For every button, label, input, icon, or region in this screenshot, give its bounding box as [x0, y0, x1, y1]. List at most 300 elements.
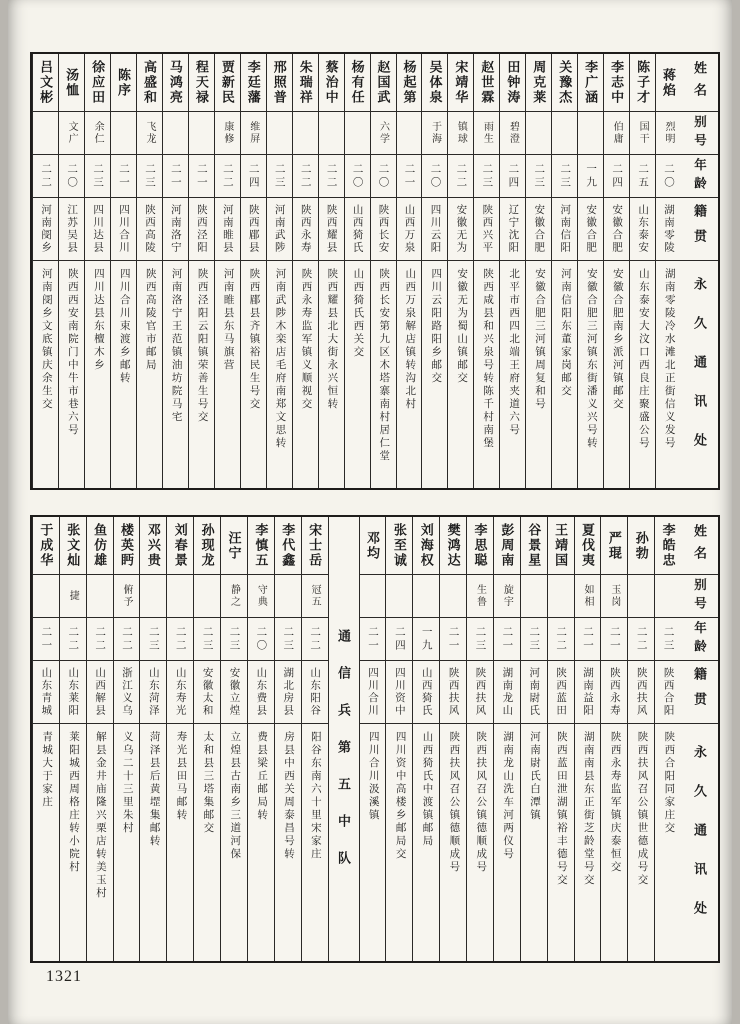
person-address: 寿光县田马邮转 [175, 731, 187, 822]
person-native: 山东莱阳 [60, 661, 86, 724]
person-address: 义乌二十三里朱村 [121, 731, 133, 835]
person-address: 陕西合阳同家庄交 [663, 731, 675, 835]
person-alias: 余仁 [85, 112, 110, 155]
person-column [396, 54, 422, 488]
person-alias [189, 112, 214, 155]
person-native: 陕西耀县 [319, 198, 344, 261]
person-native: 山东费县 [248, 661, 274, 724]
person-native: 陕西兴平 [474, 198, 499, 261]
person-column [447, 54, 473, 488]
person-address: 河南阌乡文底镇庆余生交 [40, 268, 52, 411]
person-column [547, 517, 574, 961]
person-name: 李志中 [604, 54, 629, 112]
person-native: 陕西郿县 [241, 198, 266, 261]
person-address: 北平市西四北端王府夹道六号 [508, 268, 520, 437]
person-address: 陕西扶风召公镇德顺成号 [475, 731, 487, 874]
header-address-label: 永久通讯处 [692, 277, 707, 472]
person-native: 四川合川 [111, 198, 136, 261]
person-address: 河南尉氏白潭镇 [528, 731, 540, 822]
person-name: 高盛和 [137, 54, 162, 112]
person-address: 山西猗氏中渡镇邮局 [421, 731, 433, 848]
person-name: 陈序 [111, 54, 136, 112]
person-native: 山东阳谷 [302, 661, 328, 724]
person-address: 安徽无为蜀山镇邮交 [456, 268, 468, 385]
person-age: 二〇 [345, 155, 370, 198]
header-column [681, 517, 718, 961]
person-age: 二三 [267, 155, 292, 198]
person-column [629, 54, 655, 488]
person-alias [293, 112, 318, 155]
person-column [370, 54, 396, 488]
person-age: 二三 [467, 618, 493, 661]
person-address: 莱阳城西周格庄转小院村 [67, 731, 79, 874]
person-age: 二三 [526, 155, 551, 198]
person-native: 山西猗氏 [413, 661, 439, 724]
person-alias: 生鲁 [467, 575, 493, 618]
person-age: 二一 [601, 618, 627, 661]
person-age: 二二 [60, 618, 86, 661]
roster-table-top [30, 52, 720, 490]
person-age: 二二 [215, 155, 240, 198]
person-alias [360, 575, 386, 618]
person-age: 一九 [578, 155, 603, 198]
person-name: 蒋焰 [656, 54, 681, 112]
person-age: 二四 [386, 618, 412, 661]
person-native: 陕西扶风 [467, 661, 493, 724]
person-column [86, 517, 113, 961]
person-native: 山西解县 [87, 661, 113, 724]
person-name: 赵国武 [371, 54, 396, 112]
person-column [166, 517, 193, 961]
person-age: 二四 [241, 155, 266, 198]
person-alias [521, 575, 547, 618]
person-alias [167, 575, 193, 618]
person-alias [33, 575, 59, 618]
person-age: 二一 [33, 618, 59, 661]
person-age: 二二 [114, 618, 140, 661]
person-age: 二三 [194, 618, 220, 661]
person-address: 安徽合肥南乡派河镇邮交 [611, 268, 623, 411]
person-column [600, 517, 627, 961]
person-column [412, 517, 439, 961]
person-name: 汪宁 [221, 517, 247, 575]
person-native: 河南信阳 [552, 198, 577, 261]
person-name: 田钟涛 [500, 54, 525, 112]
person-address: 山西猗氏西关交 [352, 268, 364, 359]
person-column [385, 517, 412, 961]
person-address: 立煌县古南乡三道河保 [229, 731, 241, 861]
header-name-label: 姓名 [681, 54, 718, 112]
person-native: 山东泰安 [630, 198, 655, 261]
person-name: 杨起第 [397, 54, 422, 112]
person-address: 费县梁丘邮局转 [256, 731, 268, 822]
person-address: 山西万泉解店镇转沟北村 [404, 268, 416, 411]
person-native: 陕西永寿 [293, 198, 318, 261]
person-column [344, 54, 370, 488]
person-name: 宋靖华 [448, 54, 473, 112]
person-age: 二三 [85, 155, 110, 198]
person-name: 邓兴贵 [140, 517, 166, 575]
person-native: 四川云阳 [422, 198, 447, 261]
person-age: 二三 [655, 618, 681, 661]
person-age: 二〇 [248, 618, 274, 661]
person-native: 陕西长安 [371, 198, 396, 261]
person-address: 四川合川束渡乡邮转 [118, 268, 130, 385]
person-column [301, 517, 328, 961]
person-address: 湖南零陵冷水滩北正街信义发号 [663, 268, 675, 450]
person-alias: 碧澄 [500, 112, 525, 155]
person-alias: 冠五 [302, 575, 328, 618]
person-name: 王靖国 [548, 517, 574, 575]
person-alias [319, 112, 344, 155]
person-alias [526, 112, 551, 155]
person-column [32, 517, 59, 961]
person-name: 李广涵 [578, 54, 603, 112]
header-column [681, 54, 718, 488]
person-address: 陕西长安第九区木塔寨南村居仁堂 [378, 268, 390, 463]
person-age: 二三 [474, 155, 499, 198]
person-name: 刘海权 [413, 517, 439, 575]
person-alias: 飞龙 [137, 112, 162, 155]
person-alias: 旋宇 [494, 575, 520, 618]
person-age: 二二 [448, 155, 473, 198]
person-native: 陕西永寿 [601, 661, 627, 724]
person-column [247, 517, 274, 961]
person-alias [655, 575, 681, 618]
person-name: 宋士岳 [302, 517, 328, 575]
person-address: 阳谷东南六十里宋家庄 [309, 731, 321, 861]
roster-table-bottom [30, 515, 720, 963]
person-name: 谷景星 [521, 517, 547, 575]
person-alias [163, 112, 188, 155]
person-alias [386, 575, 412, 618]
person-native: 四川资中 [386, 661, 412, 724]
person-address: 房县中西关周泰昌号转 [282, 731, 294, 861]
person-column [520, 517, 547, 961]
person-column [493, 517, 520, 961]
person-age: 二二 [167, 618, 193, 661]
person-address: 河南武陟木栾店毛府南郑文思转 [274, 268, 286, 450]
person-age: 二二 [33, 155, 58, 198]
person-address: 陕西永寿监军镇义顺视交 [300, 268, 312, 411]
person-age: 二二 [293, 155, 318, 198]
person-address: 四川云阳路阳乡邮交 [430, 268, 442, 385]
person-address: 陕西泾阳云阳镇荣善生号交 [196, 268, 208, 424]
person-address: 陕西郿县齐镇裕民生号交 [248, 268, 260, 411]
person-native: 山东青城 [33, 661, 59, 724]
person-native: 四川达县 [85, 198, 110, 261]
person-native: 河南洛宁 [163, 198, 188, 261]
person-name: 吴体泉 [422, 54, 447, 112]
person-name: 彭周南 [494, 517, 520, 575]
person-column [627, 517, 654, 961]
person-alias [397, 112, 422, 155]
person-native: 湖北房县 [275, 661, 301, 724]
person-address: 青城大于家庄 [41, 731, 53, 809]
person-age: 二一 [494, 618, 520, 661]
person-column [139, 517, 166, 961]
person-name: 马鸿亮 [163, 54, 188, 112]
person-alias [345, 112, 370, 155]
person-age: 二四 [500, 155, 525, 198]
person-age: 二二 [302, 618, 328, 661]
person-age: 二五 [630, 155, 655, 198]
person-age: 二三 [552, 155, 577, 198]
person-name: 李皓忠 [655, 517, 681, 575]
person-alias [194, 575, 220, 618]
person-alias [440, 575, 466, 618]
person-column [603, 54, 629, 488]
person-column [318, 54, 344, 488]
page-number: 1321 [46, 968, 82, 985]
person-native: 河南尉氏 [521, 661, 547, 724]
person-address: 河南信阳东董家岗邮交 [559, 268, 571, 398]
person-age: 二〇 [59, 155, 84, 198]
person-native: 湖南零陵 [656, 198, 681, 261]
person-column [292, 54, 318, 488]
person-address: 山东泰安大汶口西良庄聚盛公号 [637, 268, 649, 450]
person-age: 二三 [221, 618, 247, 661]
person-address: 安徽合肥三河镇东街潘义兴号转 [585, 268, 597, 450]
person-name: 李廷藩 [241, 54, 266, 112]
person-column [274, 517, 301, 961]
person-alias: 烈明 [656, 112, 681, 155]
person-address: 陕西高陵官市邮局 [144, 268, 156, 372]
person-address: 四川资中高楼乡邮局交 [394, 731, 406, 861]
person-native: 安徽合肥 [578, 198, 603, 261]
person-address: 解县金井庙隆兴栗店转美玉村 [94, 731, 106, 900]
person-alias: 捷 [60, 575, 86, 618]
person-column [136, 54, 162, 488]
person-column [551, 54, 577, 488]
person-native: 辽宁沈阳 [500, 198, 525, 261]
person-age: 二二 [319, 155, 344, 198]
person-column [162, 54, 188, 488]
person-alias [552, 112, 577, 155]
person-native: 山西猗氏 [345, 198, 370, 261]
person-native: 河南睢县 [215, 198, 240, 261]
person-alias: 镇球 [448, 112, 473, 155]
person-alias: 玉岗 [601, 575, 627, 618]
person-alias: 俯予 [114, 575, 140, 618]
person-address: 菏泽县后黄堽集邮转 [148, 731, 160, 848]
person-alias: 国干 [630, 112, 655, 155]
scanned-page [8, 0, 732, 1024]
person-alias: 如相 [575, 575, 601, 618]
person-native: 湖南益阳 [575, 661, 601, 724]
person-native: 浙江义乌 [114, 661, 140, 724]
person-name: 李代鑫 [275, 517, 301, 575]
person-name: 李慎五 [248, 517, 274, 575]
person-name: 徐应田 [85, 54, 110, 112]
person-name: 孙勃 [628, 517, 654, 575]
person-age: 二二 [548, 618, 574, 661]
person-alias: 雨生 [474, 112, 499, 155]
person-age: 二一 [575, 618, 601, 661]
person-column [466, 517, 493, 961]
person-native: 陕西扶风 [628, 661, 654, 724]
person-address: 陕西扶风召公镇世德成号交 [636, 731, 648, 887]
person-address: 湖南南县东正街芝龄堂号交 [582, 731, 594, 887]
person-column [59, 517, 86, 961]
person-address: 安徽合肥三河镇周复和号 [534, 268, 546, 411]
person-name: 刘春景 [167, 517, 193, 575]
person-address: 陕西蓝田泄湖镇裕丰德号交 [555, 731, 567, 887]
person-name: 邢照普 [267, 54, 292, 112]
person-native: 陕西蓝田 [548, 661, 574, 724]
person-native: 安徽太和 [194, 661, 220, 724]
person-name: 孙现龙 [194, 517, 220, 575]
person-name: 关豫杰 [552, 54, 577, 112]
person-native: 河南阌乡 [33, 198, 58, 261]
person-name: 杨有任 [345, 54, 370, 112]
person-address: 陕西扶风召公镇德顺成号 [448, 731, 460, 874]
person-alias [111, 112, 136, 155]
person-name: 陈子才 [630, 54, 655, 112]
person-name: 鱼仿雄 [87, 517, 113, 575]
person-native: 河南武陟 [267, 198, 292, 261]
person-name: 朱瑞祥 [293, 54, 318, 112]
person-native: 安徽合肥 [526, 198, 551, 261]
header-address-label: 永久通讯处 [692, 745, 707, 940]
person-native: 安徽立煌 [221, 661, 247, 724]
person-native: 陕西扶风 [440, 661, 466, 724]
person-column [655, 54, 681, 488]
person-column [359, 517, 386, 961]
person-age: 二三 [140, 618, 166, 661]
person-age: 二〇 [422, 155, 447, 198]
person-column [473, 54, 499, 488]
person-age: 二三 [137, 155, 162, 198]
header-native-label: 籍贯 [681, 661, 718, 724]
person-age: 二一 [163, 155, 188, 198]
person-alias [413, 575, 439, 618]
person-address: 河南睢县东马旗营 [222, 268, 234, 372]
person-column [58, 54, 84, 488]
person-age: 二一 [397, 155, 422, 198]
header-name-label: 姓名 [681, 517, 718, 575]
person-column [110, 54, 136, 488]
header-age-label: 年龄 [681, 155, 718, 198]
person-address: 陕西永寿监军镇庆泰恒交 [609, 731, 621, 874]
unit-divider-label: 通信兵第五中队 [336, 629, 351, 888]
person-alias [267, 112, 292, 155]
person-address: 太和县三塔集邮交 [202, 731, 214, 835]
person-alias: 文广 [59, 112, 84, 155]
person-column [421, 54, 447, 488]
person-name: 邓均 [360, 517, 386, 575]
person-alias [578, 112, 603, 155]
person-name: 张至诚 [386, 517, 412, 575]
person-address: 陕西西安南院门中牛市巷六号 [66, 268, 78, 437]
header-alias-label: 别号 [681, 575, 718, 618]
person-alias [628, 575, 654, 618]
person-name: 蔡治中 [319, 54, 344, 112]
person-native: 陕西合阳 [655, 661, 681, 724]
person-age: 二二 [87, 618, 113, 661]
unit-divider-column [328, 517, 359, 961]
person-name: 贾新民 [215, 54, 240, 112]
person-name: 于成华 [33, 517, 59, 575]
person-column [574, 517, 601, 961]
person-native: 安徽合肥 [604, 198, 629, 261]
person-age: 二一 [189, 155, 214, 198]
person-column [193, 517, 220, 961]
person-alias [275, 575, 301, 618]
person-alias: 维屏 [241, 112, 266, 155]
person-alias [140, 575, 166, 618]
person-native: 山东菏泽 [140, 661, 166, 724]
person-column [577, 54, 603, 488]
person-native: 山东寿光 [167, 661, 193, 724]
person-name: 汤恤 [59, 54, 84, 112]
person-name: 夏伐夷 [575, 517, 601, 575]
person-alias: 守典 [248, 575, 274, 618]
person-column [240, 54, 266, 488]
person-column [220, 517, 247, 961]
person-address: 陕西耀县北大街永兴恒转 [326, 268, 338, 411]
person-age: 一九 [413, 618, 439, 661]
person-native: 陕西泾阳 [189, 198, 214, 261]
person-alias: 静之 [221, 575, 247, 618]
person-column [439, 517, 466, 961]
person-name: 吕文彬 [33, 54, 58, 112]
person-age: 二〇 [656, 155, 681, 198]
person-native: 四川合川 [360, 661, 386, 724]
person-age: 二一 [111, 155, 136, 198]
person-alias: 康修 [215, 112, 240, 155]
person-address: 河南洛宁王范镇油坊院马宅 [170, 268, 182, 424]
person-name: 赵世霖 [474, 54, 499, 112]
person-column [32, 54, 58, 488]
person-age: 二三 [275, 618, 301, 661]
person-column [266, 54, 292, 488]
person-address: 湖南龙山洗车河两仪号 [502, 731, 514, 861]
person-name: 周克莱 [526, 54, 551, 112]
person-alias [33, 112, 58, 155]
header-age-label: 年龄 [681, 618, 718, 661]
person-age: 二〇 [371, 155, 396, 198]
person-alias: 于海 [422, 112, 447, 155]
person-alias: 六学 [371, 112, 396, 155]
person-address: 陕西咸县和兴泉号转陈千村南堡 [482, 268, 494, 450]
person-column [113, 517, 140, 961]
person-name: 张文灿 [60, 517, 86, 575]
person-column [84, 54, 110, 488]
person-column [654, 517, 681, 961]
person-age: 二四 [604, 155, 629, 198]
person-column [525, 54, 551, 488]
person-native: 安徽无为 [448, 198, 473, 261]
person-name: 严琨 [601, 517, 627, 575]
person-name: 程天禄 [189, 54, 214, 112]
person-name: 樊鸿达 [440, 517, 466, 575]
person-address: 四川合川汲溪镇 [367, 731, 379, 822]
person-alias: 伯庸 [604, 112, 629, 155]
person-age: 二一 [440, 618, 466, 661]
person-native: 陕西高陵 [137, 198, 162, 261]
person-native: 江苏吴县 [59, 198, 84, 261]
person-name: 李思聪 [467, 517, 493, 575]
person-age: 二一 [360, 618, 386, 661]
person-age: 二三 [521, 618, 547, 661]
header-native-label: 籍贯 [681, 198, 718, 261]
person-native: 山西万泉 [397, 198, 422, 261]
header-alias-label: 别号 [681, 112, 718, 155]
person-column [214, 54, 240, 488]
person-age: 二二 [628, 618, 654, 661]
person-address: 四川达县东檀木乡 [92, 268, 104, 372]
